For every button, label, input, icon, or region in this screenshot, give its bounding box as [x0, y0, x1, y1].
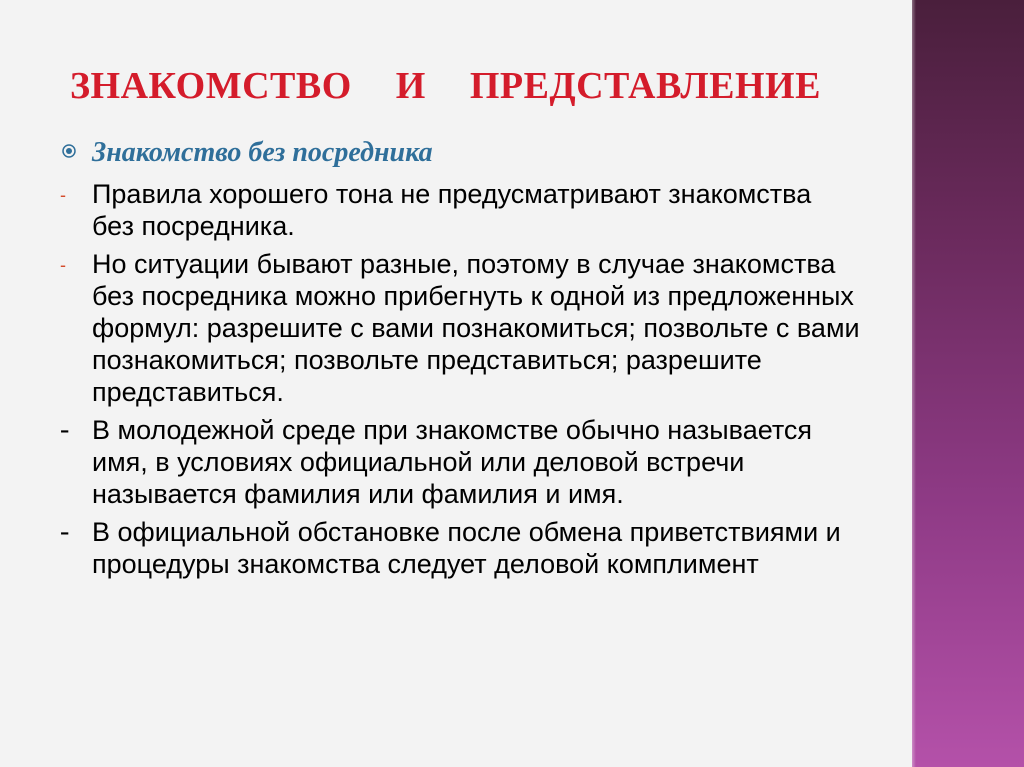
list-item-text: В молодежной среде при знакомстве обычно называется имя, в условиях официальной или деловой встречи называется фамилия или фамилия и имя.	[92, 415, 813, 509]
slide-content	[60, 136, 860, 586]
side-band-highlight	[912, 0, 916, 767]
decorative-side-band	[912, 0, 1024, 767]
radio-bullet-icon	[62, 144, 76, 158]
list-item-text: Но ситуации бывают разные, поэтому в случае знакомства без посредника можно прибегнуть к одной из предложенных формул: разрешите с вами познакомиться; позвольте с вами познакомиться; позвольте представиться; разрешите представиться.	[92, 249, 860, 407]
dash-marker: -	[60, 185, 66, 205]
list-item-text: В официальной обстановке после обмена приветствиями и процедуры знакомства следует деловой комплимент	[92, 517, 841, 579]
list-item-text: Правила хорошего тона не предусматривают знакомства без посредника.	[92, 179, 812, 241]
title-word-2: И	[395, 65, 426, 107]
subheading-row	[60, 136, 860, 170]
dash-marker: -	[60, 414, 70, 445]
title-word-3: ПРЕДСТАВЛЕНИЕ	[469, 65, 821, 107]
title-word-1: ЗНАКОМСТВО	[70, 65, 352, 107]
subheading: Знакомство без посредника	[92, 137, 433, 168]
list-item	[60, 516, 860, 580]
list-item	[60, 248, 860, 408]
list-item	[60, 414, 860, 510]
dash-marker: -	[60, 255, 66, 275]
dash-marker: -	[60, 516, 70, 547]
slide-title	[70, 64, 821, 108]
list-item	[60, 178, 860, 242]
